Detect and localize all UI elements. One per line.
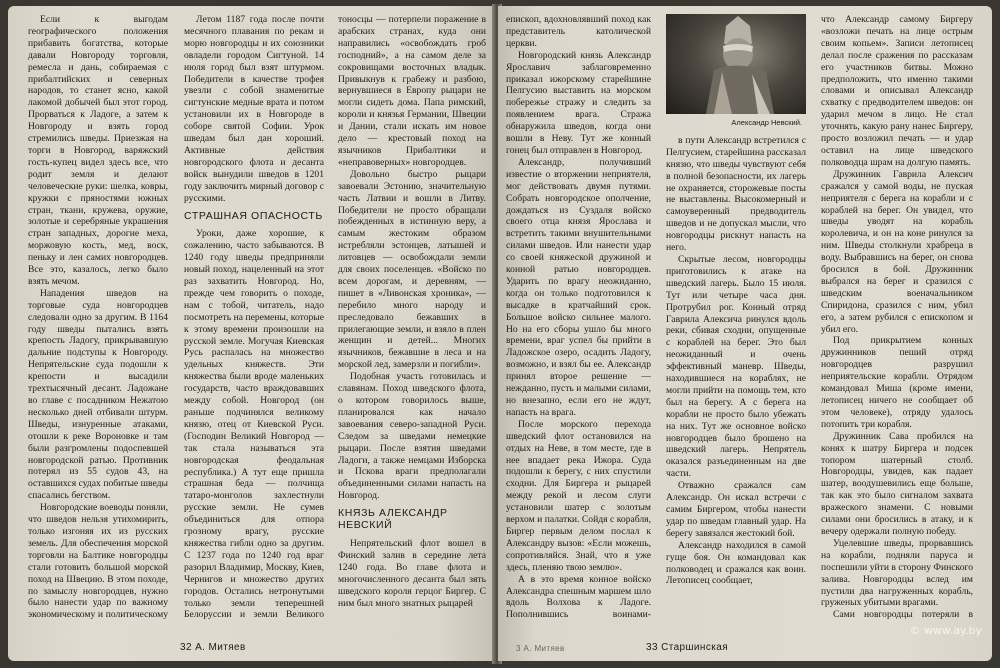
paragraph: Летом 1187 года после почти месячного плавания по рекам и морю новгородцы и их союзники овладели городом Сигтуной. 14 июля город был взят штурмом. Победители в качестве трофея увезли с собой знаменитые сигтунские медные врата и потом установили их в Новгороде в соборе святой Софии. Урок шведам был дан хороший. Активные действия новгородского флота и десанта войск вынудили шведов в 1201 году заключить мирный договор с русскими. bbox=[184, 14, 324, 204]
right-page bbox=[498, 6, 992, 661]
paragraph: что Александр самому Биргеру «возложи печать на лице острым своим копьем». Записи летописец делал после сражения по рассказам его участников битвы. Можно предположить, что именно такими словами и описывал Александр схватку с предводителем шведов: он ударил мечом в лицо. Не стал уточнять, какую рану нанес Биргеру, просто возложил печать — и удар оставил на лице шведского полководца шрам на долгую память. bbox=[821, 14, 973, 168]
alexander-nevsky-portrait bbox=[666, 14, 806, 114]
page-number-left: 32 А. Митяев bbox=[180, 642, 246, 653]
right-column-2 bbox=[666, 14, 806, 620]
paragraph: Скрытые лесом, новгородцы приготовились к атаке на шведский лагерь. Было 15 июля. Тут или четыре часа дня. Протрубил рог. Конный отряд Гаврила Алексича ринулся вдоль реки, сбивая сходни, опущенные с кораблей на берег. Это был неожиданный и очень эффективный маневр. Шведы, находившиеся на кораблях, не могли прийти на помощь тем, кто был на берегу. А с берега на корабли не просто было убежать на них. Тут же основное войско новгородцев было брошено на шведский лагерь. Непрятель оказался разъединенным на две части. bbox=[666, 253, 806, 480]
paragraph: Подобная участь готовилась и славянам. Поход шведского флота, о котором говорилось выше, планировался как начало завоевания северо-западной Руси. Следом за шведами немецкие рыцари. После взятия шведами Ладоги, а также немцами Изборска и Пскова враги предполагали объединенными силами напасть на Новгород. bbox=[338, 371, 486, 502]
watermark: © www.ay.by bbox=[909, 624, 982, 637]
left-column-2 bbox=[184, 14, 324, 620]
paragraph: Дружинник Гаврила Алексич сражался у самой воды, не пуская неприятеля с берега на корабли и с кораблей на берег. Он увидел, что шведы уводят на корабль королевича, и он на коне ринулся за ним. Шведы столкнули храбреца в воду. Выбравшись на берег, он снова бросился в бой. Дружинник выбрался на берег и сразился с шведским военачальником Спиридона, сразился с ним, убил его, а затем рубился с епископом и убил его. bbox=[821, 168, 973, 335]
paragraph: Александр находился в самой гуще боя. Он командовал как полководец и сражался как воин. Летописец сообщает, bbox=[666, 539, 806, 587]
left-page bbox=[8, 6, 496, 661]
paragraph: Отважно сражался сам Александр. Он искал встречи с самим Биргером, чтобы нанести удар по шведам главный удар. На берегу завязался жестокий бой. bbox=[666, 480, 806, 539]
paragraph: в пути Александр встретился с Пелгусием, старейшина рассказал князю, что шведы чувствуют себя в полной безопасности, их лагерь не охраняется, сторожевые посты не выставлены. Высокомерный и самоуверенный предводитель шведов и не допускал мысли, что новгородцы рискнут напасть на него. bbox=[666, 134, 806, 254]
page-number-right: 33 Старшинская bbox=[646, 642, 729, 653]
paragraph: Сами новгородцы потеряли в bbox=[833, 609, 973, 620]
left-column-3 bbox=[338, 14, 486, 620]
paragraph: Если к выгодам географического положения прибавить богатства, которые давали Новгороду торговля, ремесла и дань, собираемая с прибалтийских и северных народов, то станет ясно, какой лакомой добычей был этот город. Прорваться к Ладоге, а затем к Новгороду и взять город стремились шведы. Приезжая на торги в Новгород, варяжский гость-купец видел здесь все, что родит земля и делают человеческие руки: шелка, ковры, кружки с пряностями южных стран, ткани, кружева, оружие, золотые и серебряные украшения стран западных, дорогие меха, моржовую кость, мед, воск, пеньку и лен самих новгородцев. Все это, казалось, легко было взять мечом. bbox=[28, 14, 168, 287]
paragraph: Новгородские воеводы поняли, что шведов нельзя утихомирить, только изгоняя их из русских земель. Для обеспечения морской торговли на Балтике новгородцы стали готовить большой морской поход на Швецию. В этом походе, по замыслу новгородцев, нужно было нанести удар по важному экономическому и политическому bbox=[28, 502, 168, 620]
section-heading-nevsky: КНЯЗЬ АЛЕКСАНДР НЕВСКИЙ bbox=[338, 507, 448, 532]
photo-caption: Александр Невский. bbox=[731, 118, 802, 127]
paragraph: Дружинник Сава пробился на конях к шатру Биргера и подсек топором шатерный столб. Новгородцы, увидев, как падает шатер, воодушевились еще больше, так как это было сигналом захвата вражеского знамени. С новыми силами они бросились в атаку, и к вечеру одержали полную победу. bbox=[821, 430, 973, 537]
paragraph: А в это время конное войско Александра спешным маршем шло вдоль Волхова к Ладоге. Пополнившись воинами- bbox=[506, 573, 651, 620]
section-heading-danger: СТРАШНАЯ ОПАСНОСТЬ bbox=[184, 209, 323, 222]
paragraph: Довольно быстро рыцари завоевали Эстонию, значительную часть Латвии и вошли в Литву. Победители не просто обращали побежденных в истинную веру, а самым жестоким образом истребляли эстонцев, латышей и литовцев — освобождали земли для своих поселенцев. «Войско по всем дорогам, и деревням, — пишет в «Ливонская хроника», — перебило много народу и преследовало бежавших в прилегающие земли, и взяло в плен женщин и детей... Многих язычников, бежавшие в леса и на морской лед, замерзли и погибли». bbox=[338, 168, 486, 371]
paragraph: Нападения шведов на торговые суда новгородцев следовали одно за другим. В 1164 году шведы пытались взять крепость Ладогу, прикрывавшую дальние подступы к Новгороду. Непрятельские суда подошли к крепости и высадили трехтысячный десант. Ладожане во главе с посадником Нежатою несколько дней отбивали штурм. Шведы, изнуренные атаками, отошли к реке Вороновке и там были разгромлены подоспевшей новгородской ратью. Противник потерял из 55 судов 43, на оставшихся судах побитые шведы спасались бегством. bbox=[28, 287, 168, 502]
paragraph: Под прикрытием конных дружинников пеший отряд новгородцев разрушил неприятельские корабли. Отрядом командовал Миша (кроме имени, летописец ничего не сообщает об этом человеке), отряду удалось потопить три корабля. bbox=[821, 335, 973, 430]
right-column-3 bbox=[821, 14, 973, 620]
paragraph: Новгородский князь Александр Ярославич заблаговременно приказал ижорскому старейшине Пелгусию выставить на морском побережье стражу и следить за появлением врага. Стража обнаружила шведов, когда они вошли в Неву. Тут же конный гонец был отправлен в Новгород. bbox=[506, 49, 651, 156]
paragraph: Уроки, даже хорошие, к сожалению, часто забываются. В 1240 году шведы предприняли новый поход, нацеленный на этот раз захватить Новгород. Но, прежде чем говорить о походе, нам с тобой, читатель, надо посмотреть на перемены, которые к этому времени произошли на русской земле. Могучая Киевская Русь распалась на множество удельных княжеств. Эти княжества были вроде маленьких государств, часто враждовавших между собой. Новгород (он раньше подчинялся великому князю, отец от Киевской Руси. (Господин Великий Новгород — так стала называться эта новгородская феодальная республика.) А тут еще пришла страшная беда — полчища татаро-монголов захлестнули русские земли. Не сумев объединиться для отпора грозному врагу, русские княжества гибли одно за другим. С 1237 года по 1240 год враг разорил Владимир, Москву, Киев, Чернигов и множество других городов. Остались нетронутыми только земли теперешней Белоруссии и земли Великого bbox=[184, 228, 324, 620]
paragraph: епископ, вдохновлявший поход как представитель католической церкви. bbox=[506, 14, 651, 49]
bleed-through-folio: 3 А. Митяев bbox=[516, 644, 565, 653]
paragraph: Непрятельский флот вошел в Финский залив в середине лета 1240 года. Во главе флота и многочисленного десанта был зять шведского короля герцог Биргер. С ним был много знатных рыцарей bbox=[338, 537, 486, 609]
left-column-1 bbox=[28, 14, 168, 620]
paragraph: Уцелевшие шведы, прорвавшись на корабли, подняли паруса и поспешили уйти в сторону Финского залива. Новгородцы вслед им пустили два нагруженных корабль, груженых убитыми врагами. bbox=[821, 537, 973, 609]
paragraph: тоносцы — потерпели поражение в арабских странах, куда они направились «освобождать гроб господний», а на самом деле за сокровищами восточных владык. Привыкнув к грабежу и разбою, вернувшиеся в Европу рыцари не могли сидеть дома. Папа римский, короли и князья Германии, Швеции и Дании, стали искать им новое дело — крестовый поход на язычников Прибалтики и «неправоверных» новгородцев. bbox=[338, 14, 486, 168]
right-column-1 bbox=[506, 14, 651, 620]
paragraph: После морского перехода шведский флот остановился на отдых на Неве, в том месте, где в нее впадает река Ижора. Суда подошли к берегу, с них спустили сходни. Для Биргера и рыцарей между рекой и лесом слуги установили шатер с золотым верхом и палатки. Сойдя с корабля, Биргер первым делом послал к Александру вызов: «Если можешь, сопротивляйся. Знай, что я уже здесь, пленяю твою землю». bbox=[506, 418, 651, 573]
paragraph: Александр, получивший известие о вторжении неприятеля, мог действовать двумя путями. Собрать новгородское ополчение, дождаться из Суздаля войско своего отца князя Ярослава и встретить такими внушительными силами шведов. Или нанести удар со своей княжеской дружиной и конной ратью новгородцев. Ударить по врагу неожиданно, когда он только подготовился к высадке в кратчайший срок. Большое войско сильнее малого. Но на его сборы ушло бы много времени, враг успел бы прийти в Ладожское озеро, осадить Ладогу, возможно, и взял бы ее. Александр принял второе решение — нежданно, пусть и малыми силами, но внезапно, если его не ждут, напасть на врага. bbox=[506, 156, 651, 418]
